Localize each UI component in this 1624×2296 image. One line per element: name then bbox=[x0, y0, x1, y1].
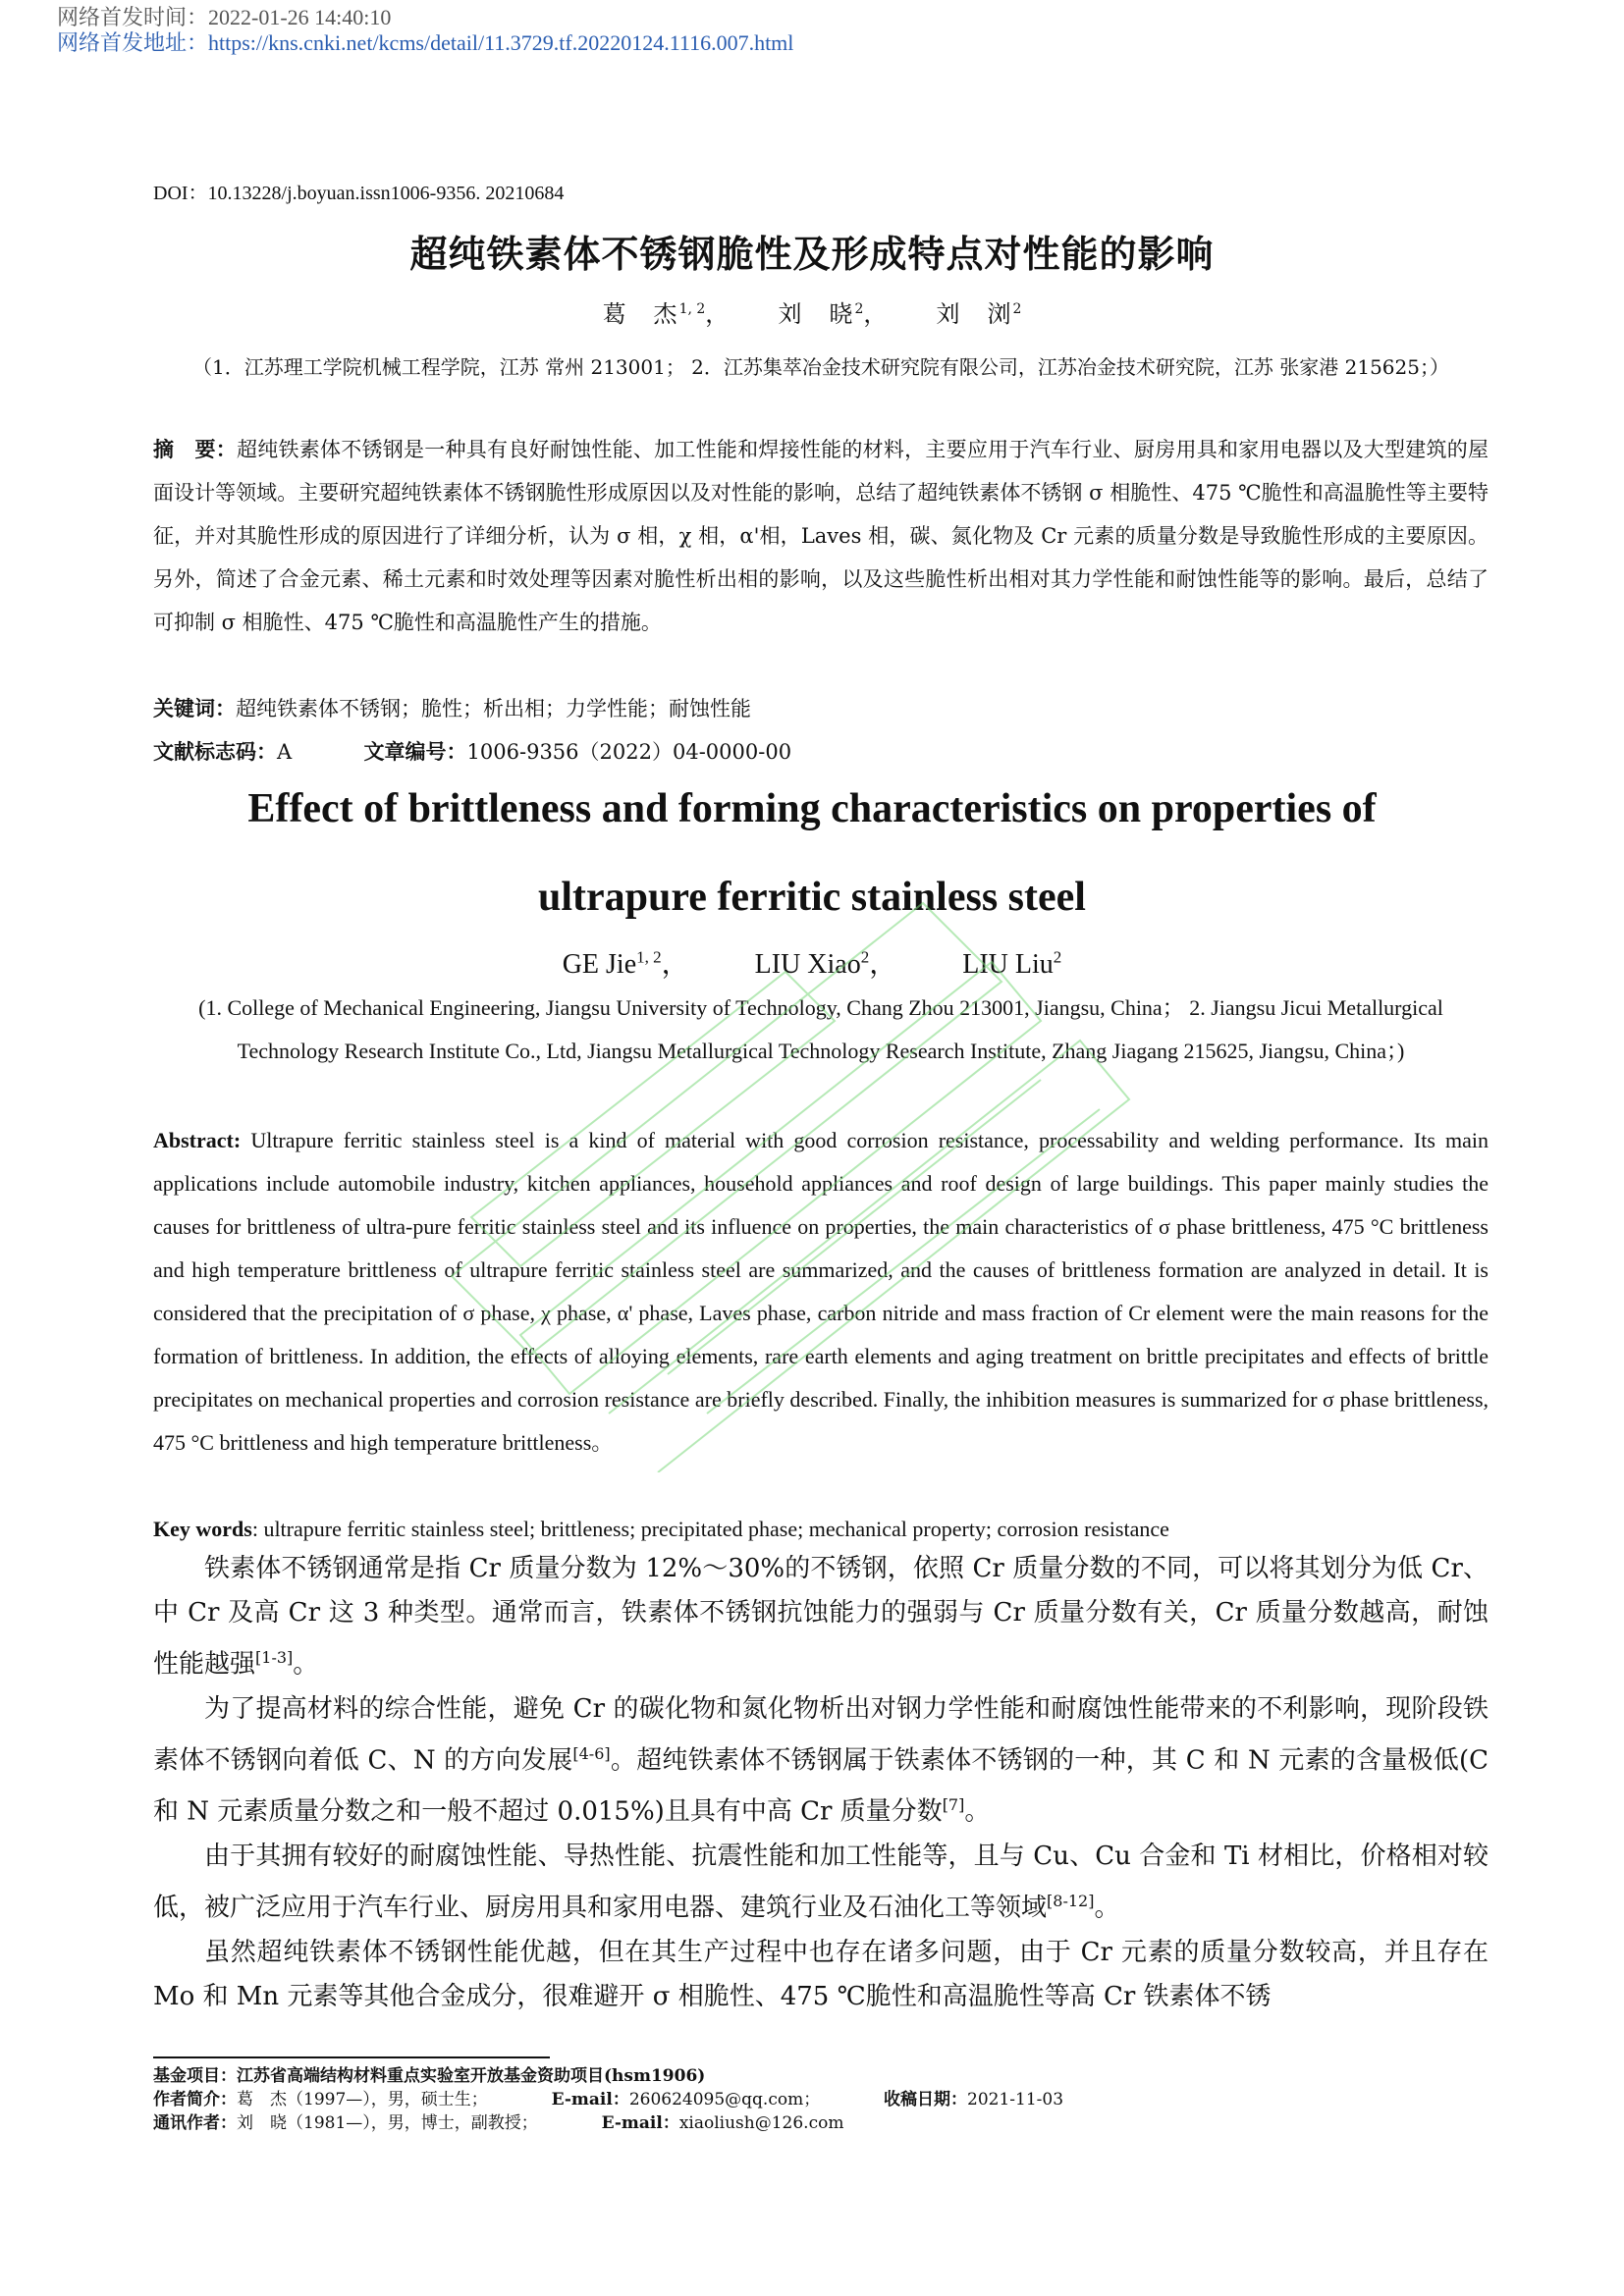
body-paragraph bbox=[153, 1687, 1489, 1835]
paragraph-text: 。超纯铁素体不锈钢属于铁素体不锈钢的一种，其 C 和 N 元素的含量极低(C 和 N 元素质量分数之和一般不超过 0.015%)且具有中高 Cr 质量分数 bbox=[153, 1745, 1489, 1827]
english-title-line2: ultrapure ferritic stainless steel bbox=[538, 875, 1086, 920]
author-affil-mark: 2 bbox=[1012, 301, 1022, 317]
doc-code-label: 文献标志码： bbox=[153, 740, 277, 764]
author-note-label: 作者简介： bbox=[153, 2090, 237, 2109]
paragraph-text: 虽然超纯铁素体不锈钢性能优越，但在其生产过程中也存在诸多问题，由于 Cr 元素的质量分数较高，并且存在 Mo 和 Mn 元素等其他合金成分，很难避开 σ 相脆性、475 ℃脆性和高温脆性等高 Cr 铁素体不锈 bbox=[153, 1937, 1489, 2011]
publish-time: 网络首发时间：2022-01-26 14:40:10 bbox=[57, 5, 392, 29]
received-date: 2021-11-03 bbox=[967, 2090, 1064, 2109]
author-separator: ， bbox=[863, 300, 890, 328]
author-name: GE Jie bbox=[562, 949, 637, 980]
citation: [7] bbox=[942, 1795, 965, 1815]
author-name: 葛 杰 bbox=[602, 300, 679, 328]
abstract-label: 摘 要： bbox=[153, 438, 238, 461]
email-label: E-mail： bbox=[551, 2090, 629, 2109]
corresponding-email[interactable]: xiaoliush@126.com bbox=[678, 2113, 844, 2133]
publish-url-link[interactable]: 网络首发地址：https://kns.cnki.net/kcms/detail/11.3729.tf.20220124.1116.007.html bbox=[57, 30, 794, 55]
footnotes bbox=[153, 2064, 1077, 2135]
author-affil-mark: 1, 2 bbox=[678, 301, 706, 317]
author-note bbox=[153, 2088, 1077, 2111]
doc-code: A bbox=[277, 740, 293, 764]
citation: [1-3] bbox=[255, 1648, 294, 1667]
english-title-line1: Effect of brittleness and forming characteristics on properties of bbox=[247, 786, 1377, 831]
fund-label: 基金项目： bbox=[153, 2066, 237, 2086]
abstract-text: 超纯铁素体不锈钢是一种具有良好耐蚀性能、加工性能和焊接性能的材料，主要应用于汽车行业、厨房用具和家用电器以及大型建筑的屋面设计等领域。主要研究超纯铁素体不锈钢脆性形成原因以及对性能的影响，总结了超纯铁素体不锈钢 σ 相脆性、475 ℃脆性和高温脆性等主要特征，并对其脆性形成的原因进行了详细分析，认为 σ 相，χ 相，α'相，Laves 相，碳、氮化物及 Cr 元素的质量分数是导致脆性形成的主要原因。另外，简述了合金元素、稀土元素和时效处理等因素对脆性析出相的影响，以及这些脆性析出相对其力学性能和耐蚀性能等的影响。最后，总结了可抑制 σ 相脆性、475 ℃脆性和高温脆性产生的措施。 bbox=[153, 438, 1489, 634]
corresponding-note bbox=[153, 2111, 1077, 2135]
body-paragraph bbox=[153, 1931, 1489, 2019]
chinese-abstract bbox=[153, 428, 1489, 644]
english-abstract bbox=[153, 1119, 1489, 1465]
author-affil-mark: 1, 2 bbox=[636, 947, 662, 967]
keywords-label: 关键词： bbox=[153, 697, 236, 721]
chinese-title: 超纯铁素体不锈钢脆性及形成特点对性能的影响 bbox=[409, 233, 1215, 276]
chinese-affiliation: （1．江苏理工学院机械工程学院，江苏 常州 213001； 2．江苏集萃冶金技术研究院有限公司，江苏冶金技术研究院，江苏 张家港 215625；） bbox=[192, 355, 1449, 379]
document-codes bbox=[153, 730, 1489, 774]
abstract-text: Ultrapure ferritic stainless steel is a kind of material with good corrosion resistance, processability and welding performance. Its main applications include automobile industry, kitchen appliances, household appliances and roof design of large buildings. This paper mainly studies the causes for brittleness of ultra-pure ferritic stainless steel and its influence on properties, the main characteristics of σ phase brittleness, 475 °C brittleness and high temperature brittleness of ultrapure ferritic stainless steel are summarized, and the causes of brittleness formation are analyzed in detail. It is considered that the precipitation of σ phase, χ phase, α' phase, Laves phase, carbon nitride and mass fraction of Cr element were the main reasons for the formation of brittleness. In addition, the effects of alloying elements, rare earth elements and aging treatment on brittle precipitates and effects of brittle precipitates on mechanical properties and corrosion resistance are briefly described. Finally, the inhibition measures is summarized for σ phase brittleness, 475 °C brittleness and high temperature brittleness。 bbox=[153, 1128, 1489, 1455]
keywords-text: : ultrapure ferritic stainless steel; brittleness; precipitated phase; mechanical property; corrosion resistance bbox=[251, 1517, 1169, 1541]
received-label: 收稿日期： bbox=[884, 2090, 968, 2109]
email-label: E-mail： bbox=[601, 2113, 679, 2133]
article-no: 1006-9356（2022）04-0000-00 bbox=[466, 740, 792, 764]
author-separator: ， bbox=[705, 300, 731, 328]
citation: [8-12] bbox=[1047, 1891, 1095, 1910]
keywords-text: 超纯铁素体不锈钢；脆性；析出相；力学性能；耐蚀性能 bbox=[236, 697, 751, 721]
body-paragraph bbox=[153, 1835, 1489, 1931]
abstract-label: Abstract: bbox=[153, 1128, 242, 1152]
author-name: 刘 浏 bbox=[936, 300, 1013, 328]
author-affil-mark: 2 bbox=[860, 947, 870, 967]
author-name: 刘 晓 bbox=[778, 300, 855, 328]
keywords-label: Key words bbox=[153, 1517, 252, 1541]
body-text bbox=[153, 1547, 1489, 2019]
english-affiliation: (1. College of Mechanical Engineering, Jiangsu University of Technology, Chang Zhou 213001, Jiangsu, China； 2. Jiangsu Jicui Metallurgical Technology Research Institute Co., Ltd, Jiangsu Metallurgical Technology Research Institute, Zhang Jiagang 215625, Jiangsu, China；) bbox=[198, 995, 1443, 1063]
corresponding-text: 刘 晓（1981—），男，博士，副教授； bbox=[237, 2113, 538, 2133]
paragraph-text: 为了提高材料的综合性能，避免 Cr 的碳化物和氮化物析出对钢力学性能和耐腐蚀性能带来的不利影响，现阶段铁素体不锈钢向着低 C、N 的方向发展 bbox=[153, 1693, 1489, 1776]
paragraph-text: 铁素体不锈钢通常是指 Cr 质量分数为 12%～30%的不锈钢，依照 Cr 质量分数的不同，可以将其划分为低 Cr、中 Cr 及高 Cr 这 3 种类型。通常而言，铁素体不锈钢抗蚀能力的强弱与 Cr 质量分数有关，Cr 质量分数越高，耐蚀性能越强 bbox=[153, 1554, 1489, 1680]
publish-meta bbox=[57, 5, 793, 56]
author-separator: ， bbox=[661, 949, 689, 980]
author-name: LIU Xiao bbox=[754, 949, 861, 980]
citation: [4-6] bbox=[572, 1743, 611, 1763]
paragraph-end: 。 bbox=[1094, 1893, 1120, 1923]
paragraph-text: 由于其拥有较好的耐腐蚀性能、导热性能、抗震性能和加工性能等，且与 Cu、Cu 合金和 Ti 材相比，价格相对较低，被广泛应用于汽车行业、厨房用具和家用电器、建筑行业及石油化工等领域 bbox=[153, 1841, 1489, 1923]
chinese-authors bbox=[0, 294, 1624, 329]
author-note-text: 葛 杰（1997—），男，硕士生； bbox=[237, 2090, 488, 2109]
paragraph-end: 。 bbox=[964, 1796, 991, 1827]
body-paragraph bbox=[153, 1547, 1489, 1687]
corresponding-label: 通讯作者： bbox=[153, 2113, 237, 2133]
fund-note bbox=[153, 2064, 1077, 2088]
footnote-divider bbox=[153, 2056, 550, 2058]
author-separator: ， bbox=[869, 949, 897, 980]
article-no-label: 文章编号： bbox=[363, 740, 467, 764]
doi: DOI：10.13228/j.boyuan.issn1006-9356. 20210684 bbox=[153, 183, 565, 204]
fund-text: 江苏省高端结构材料重点实验室开放基金资助项目(hsm1906) bbox=[237, 2066, 706, 2086]
english-authors bbox=[0, 942, 1624, 982]
author-name: LIU Liu bbox=[962, 949, 1054, 980]
english-keywords bbox=[153, 1508, 1489, 1551]
author-affil-mark: 2 bbox=[854, 301, 864, 317]
author-affil-mark: 2 bbox=[1053, 947, 1062, 967]
paragraph-end: 。 bbox=[293, 1649, 319, 1680]
author-email[interactable]: 260624095@qq.com； bbox=[628, 2090, 821, 2109]
chinese-keywords bbox=[153, 687, 1489, 730]
